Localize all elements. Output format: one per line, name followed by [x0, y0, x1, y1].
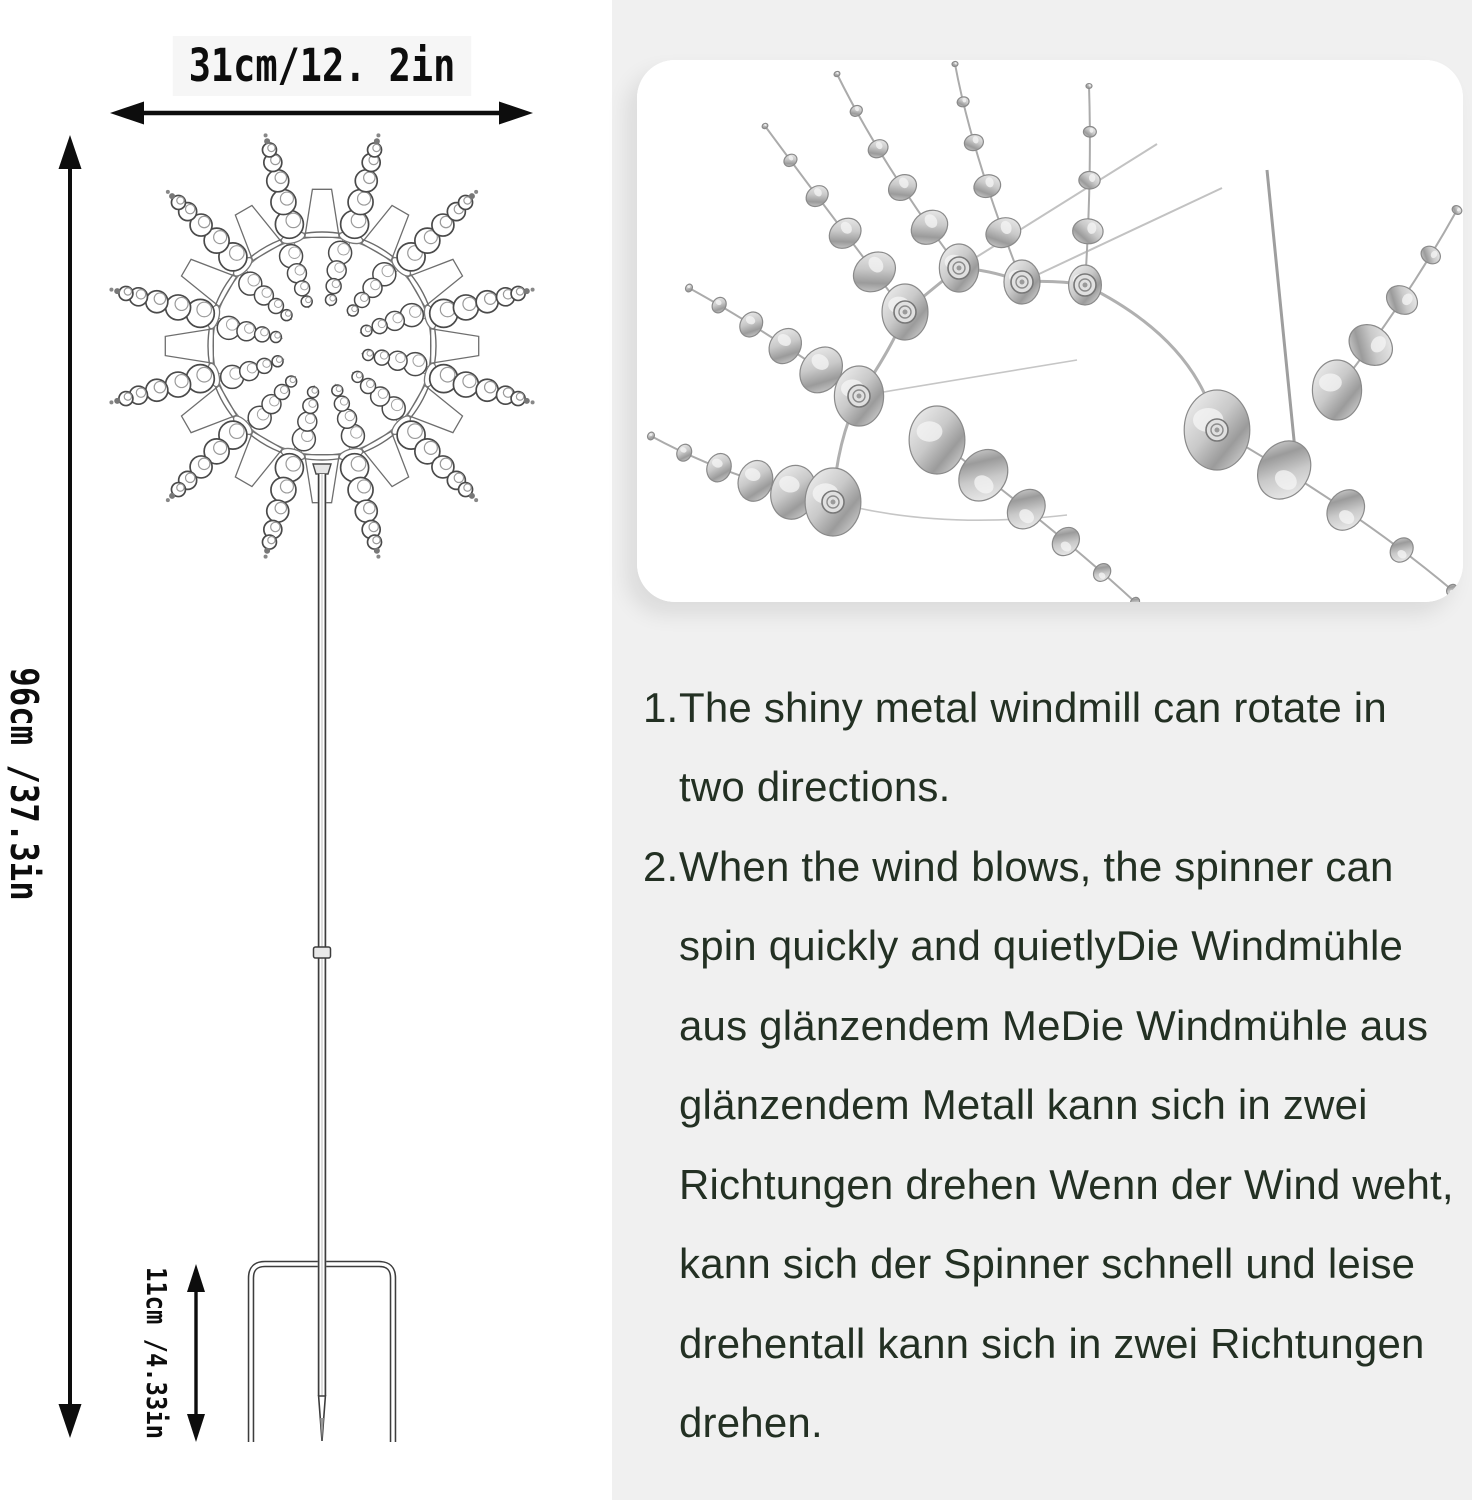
feature-text: aus glänzendem MeDie Windmühle aus	[679, 1001, 1429, 1049]
stake-dimension-label: 11cm /4.33in	[140, 1267, 173, 1439]
windmill-stem	[314, 474, 331, 1441]
height-dimension-label: 96cm /37.3in	[2, 667, 46, 901]
feature-text: spin quickly and quietlyDie Windmühle	[679, 922, 1404, 970]
spinner-closeup-photo	[637, 60, 1463, 602]
feature-line	[643, 1225, 1455, 1305]
product-photo-card	[637, 60, 1463, 602]
feature-text: kann sich der Spinner schnell und leise	[679, 1240, 1416, 1288]
feature-text: When the wind blows, the spinner can	[679, 842, 1394, 890]
list-number: 2.	[643, 842, 679, 890]
feature-line	[643, 668, 1455, 748]
info-panel	[612, 0, 1472, 1500]
feature-line	[643, 1304, 1455, 1384]
feature-text: two directions.	[679, 763, 951, 811]
feature-text: glänzendem Metall kann sich in zwei	[679, 1081, 1368, 1129]
feature-text: drehen.	[679, 1399, 823, 1447]
stake-arrow	[187, 1264, 205, 1442]
feature-line	[643, 1145, 1455, 1225]
height-arrow	[59, 135, 82, 1438]
feature-line	[643, 986, 1455, 1066]
feature-line	[643, 1066, 1455, 1146]
feature-text: Richtungen drehen Wenn der Wind weht,	[679, 1160, 1454, 1208]
feature-text: The shiny metal windmill can rotate in	[679, 683, 1387, 731]
feature-line	[643, 907, 1455, 987]
dimension-diagram	[0, 0, 640, 1500]
feature-text: drehentall kann sich in zwei Richtungen	[679, 1319, 1425, 1367]
windmill-sketch-svg	[0, 0, 640, 1500]
feature-list	[643, 668, 1455, 1463]
feature-line	[643, 1384, 1455, 1464]
list-number: 1.	[643, 683, 679, 731]
width-arrow	[110, 102, 533, 125]
feature-line	[643, 827, 1455, 907]
feature-line	[643, 748, 1455, 828]
width-dimension-label: 31cm/12. 2in	[173, 36, 471, 96]
